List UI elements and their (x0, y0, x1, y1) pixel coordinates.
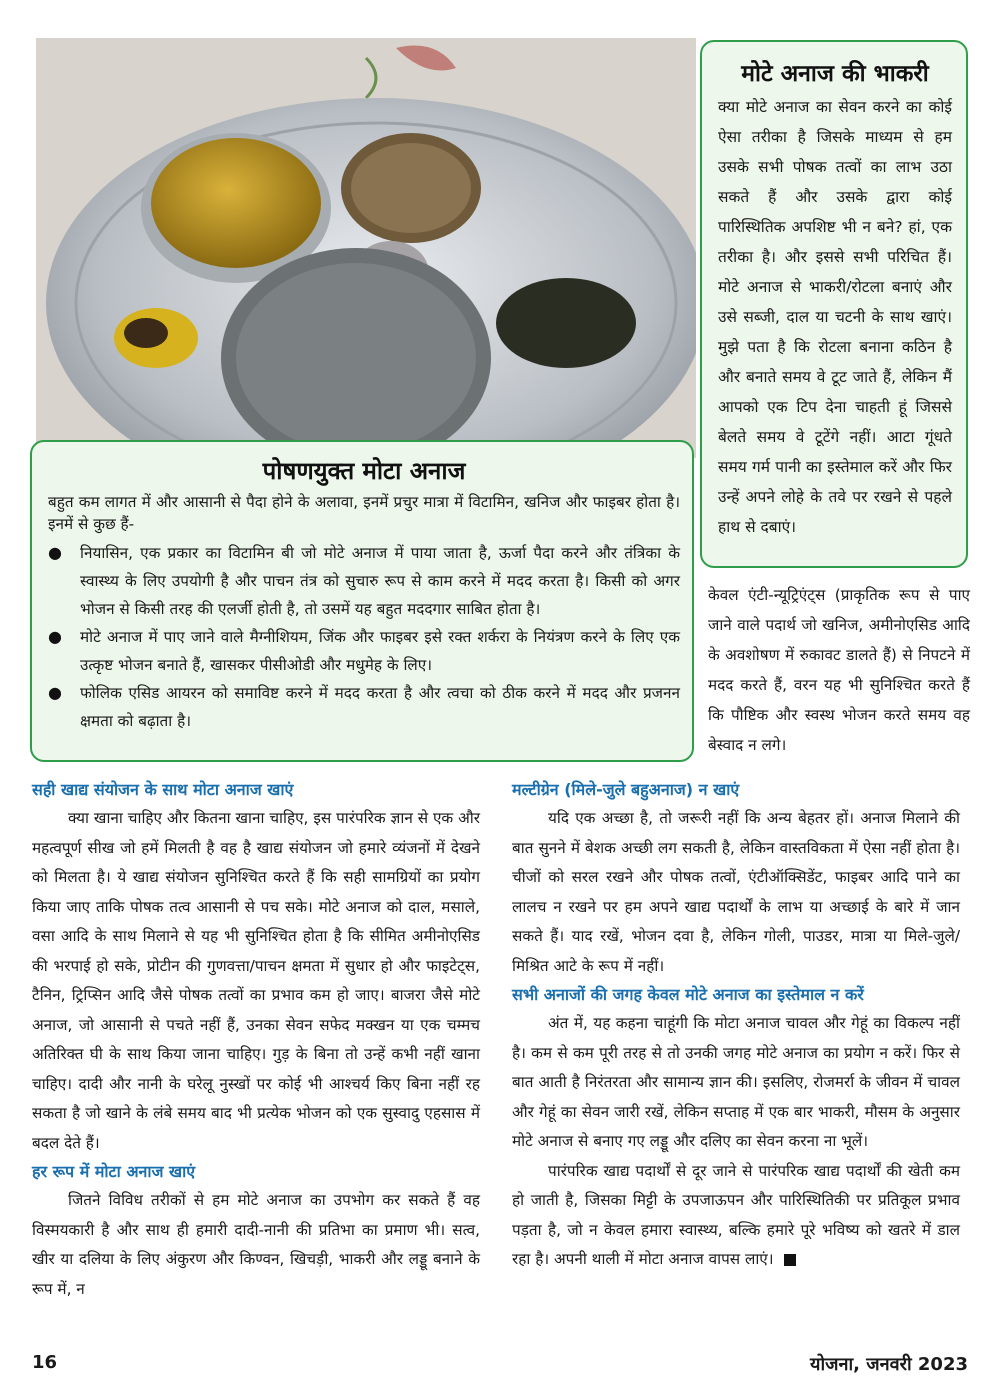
right-column (512, 776, 960, 1275)
thali-photo (36, 38, 696, 458)
bullet-icon: ● (48, 627, 62, 646)
nutrition-box (30, 440, 694, 762)
bhakri-box-title: मोटे अनाज की भाकरी (741, 60, 929, 87)
section-paragraph: यदि एक अच्छा है, तो जरूरी नहीं कि अन्य बेहतर हों। अनाज मिलाने की बात सुनने में बेशक अच्छी लग सकती है, लेकिन वास्तविकता में ऐसा नहीं होता है। चीजों को सरल रखने और पोषक तत्वों, एंटीऑक्सिडेंट, फाइबर आदि पाने का लालच न रखने पर हम अपने खाद्य पदार्थों के लाभ या अच्छाई के बारे में जान सकते हैं। याद रखें, भोजन दवा है, लेकिन गोली, पाउडर, मात्रा या मिले-जुले/मिश्रित आटे के रूप में नहीं। (512, 809, 960, 975)
section-paragraph: अंत में, यह कहना चाहूंगी कि मोटा अनाज चावल और गेहूं का विकल्प नहीं है। कम से कम पूरी तरह से तो उनकी जगह मोटे अनाज का प्रयोग न करें। फिर से बात आती है निरंतरता और सामान्य ज्ञान की। इसलिए, रोजमर्रा के जीवन में चावल और गेहूं का सेवन जारी रखें, लेकिन सप्ताह में एक बार भाकरी, मौसम के अनुसार मोटे अनाज से बनाए गए लड्डू और दलिए का सेवन करना ना भूलें। (512, 1014, 960, 1150)
page-number: 16 (32, 1352, 58, 1373)
nutrition-box-title: पोषणयुक्त मोटा अनाज (262, 456, 466, 485)
nutrition-list (48, 539, 680, 735)
publication-footer: योजना, जनवरी 2023 (810, 1354, 968, 1375)
section-paragraph: क्या खाना चाहिए और कितना खाना चाहिए, इस पारंपरिक ज्ञान से एक और महत्वपूर्ण सीख जो हमें मिलती है वह है खाद्य संयोजन जो हमारे व्यंजनों में देखने को मिलता है। ये खाद्य संयोजन सुनिश्चित करते हैं कि सही सामग्रियों का प्रयोग किया जाए ताकि पोषक तत्व आसानी से पच सके। मोटे अनाज को दाल, मसाले, वसा आदि के साथ मिलाने से यह भी सुनिश्चित होता है कि सीमित अमीनोएसिड की भरपाई हो सके, प्रोटीन की गुणवत्ता/पाचन क्षमता में सुधार हो और फाइटेट्स, टैनिन, ट्रिप्सिन आदि जैसे पोषक तत्वों का प्रभाव कम हो जाए। बाजरा जैसे मोटे अनाज, जो आसानी से पचते नहीं हैं, उनका सेवन सफेद मक्खन या एक चम्मच अतिरिक्त घी के साथ किया जाना चाहिए। गुड़ के बिना तो उन्हें कभी नहीं खाना चाहिए। दादी और नानी के घरेलू नुस्खों पर कोई भी आश्चर्य किए बिना नहीं रह सकता है जो खाने के लंबे समय बाद भी प्रत्येक भोजन को एक सुस्वादु एहसास में बदल देते हैं। (32, 809, 480, 1152)
section-heading: सभी अनाजों की जगह केवल मोटे अनाज का इस्तेमाल न करें (512, 985, 864, 1004)
list-item: ● फोलिक एसिड आयरन को समाविष्ट करने में मदद करता है और त्वचा को ठीक करने में मदद और प्रजनन क्षमता को बढ़ाता है। (48, 679, 680, 735)
anti-nutrients-paragraph: केवल एंटी-न्यूट्रिएंट्स (प्राकृतिक रूप से पाए जाने वाले पदार्थ जो खनिज, अमीनोएसिड आदि के अवशोषण में रुकावट डालते हैं) से निपटने में मदद करते हैं, वरन यह भी सुनिश्चित करते हैं कि पौष्टिक और स्वस्थ भोजन करते समय वह बेस्वाद न लगे। (708, 586, 970, 754)
section-paragraph-final: पारंपरिक खाद्य पदार्थों से दूर जाने से पारंपरिक खाद्य पदार्थों की खेती कम हो जाती है, जिसका मिट्टी के उपजाऊपन और पारिस्थितिकी पर प्रतिकूल प्रभाव पड़ता है, जो न केवल हमारा स्वास्थ्य, बल्कि हमारे पूरे भविष्य को खतरे में डाल रहा है। अपनी थाली में मोटा अनाज वापस लाएं। (512, 1161, 960, 1268)
section-paragraph: जितने विविध तरीकों से हम मोटे अनाज का उपभोग कर सकते हैं वह विस्मयकारी है और साथ ही हमारी दादी-नानी की प्रतिभा का प्रमाण भी। सत्व, खीर या दलिया के लिए अंकुरण और किण्वन, खिचड़ी, भाकरी और लड्डू बनाने के रूप में, न (32, 1191, 480, 1298)
bhakri-box (700, 40, 968, 568)
section-heading: हर रूप में मोटा अनाज खाएं (32, 1162, 196, 1181)
thali-icon (36, 38, 696, 458)
list-item: ● मोटे अनाज में पाए जाने वाले मैग्नीशियम, जिंक और फाइबर इसे रक्त शर्करा के नियंत्रण करने के लिए एक उत्कृष्ट भोजन बनाते हैं, खासकर पीसीओडी और मधुमेह के लिए। (48, 623, 680, 679)
end-square-icon (784, 1254, 796, 1266)
nutrition-box-intro: बहुत कम लागत में और आसानी से पैदा होने के अलावा, इनमें प्रचुर मात्रा में विटामिन, खनिज और फाइबर होता है। इनमें से कुछ हैं- (48, 493, 680, 533)
list-item: ● नियासिन, एक प्रकार का विटामिन बी जो मोटे अनाज में पाया जाता है, ऊर्जा पैदा करने और तंत्रिका के स्वास्थ्य के लिए उपयोगी है और पाचन तंत्र को सुचारु रूप से काम करने में मदद करता है। किसी को अगर भोजन से किसी तरह की एलर्जी होती है, तो उसमें यह बहुत मददगार साबित होता है। (48, 539, 680, 623)
section-heading: मल्टीग्रेन (मिले-जुले बहुअनाज) न खाएं (512, 780, 740, 799)
left-column (32, 776, 480, 1304)
section-heading: सही खाद्य संयोजन के साथ मोटा अनाज खाएं (32, 780, 294, 799)
bullet-icon: ● (48, 543, 62, 562)
bullet-icon: ● (48, 683, 62, 702)
bhakri-box-text: क्या मोटे अनाज का सेवन करने का कोई ऐसा तरीका है जिसके माध्यम से हम उसके सभी पोषक तत्वों का लाभ उठा सकते हैं और उसके द्वारा कोई पारिस्थितिक अपशिष्ट भी न बने? हां, एक तरीका है। और इससे सभी परिचित हैं। मोटे अनाज से भाकरी/रोटला बनाएं और उसे सब्जी, दाल या चटनी के साथ खाएं। मुझे पता है कि रोटला बनाना कठिन है और बनाते समय वे टूट जाते हैं, लेकिन मैं आपको एक टिप देना चाहती हूं जिससे बेलते समय वे टूटेंगे नहीं। आटा गूंधते समय गर्म पानी का इस्तेमाल करें और फिर उन्हें अपने लोहे के तवे पर रखने से पहले हाथ से दबाएं। (718, 98, 952, 536)
